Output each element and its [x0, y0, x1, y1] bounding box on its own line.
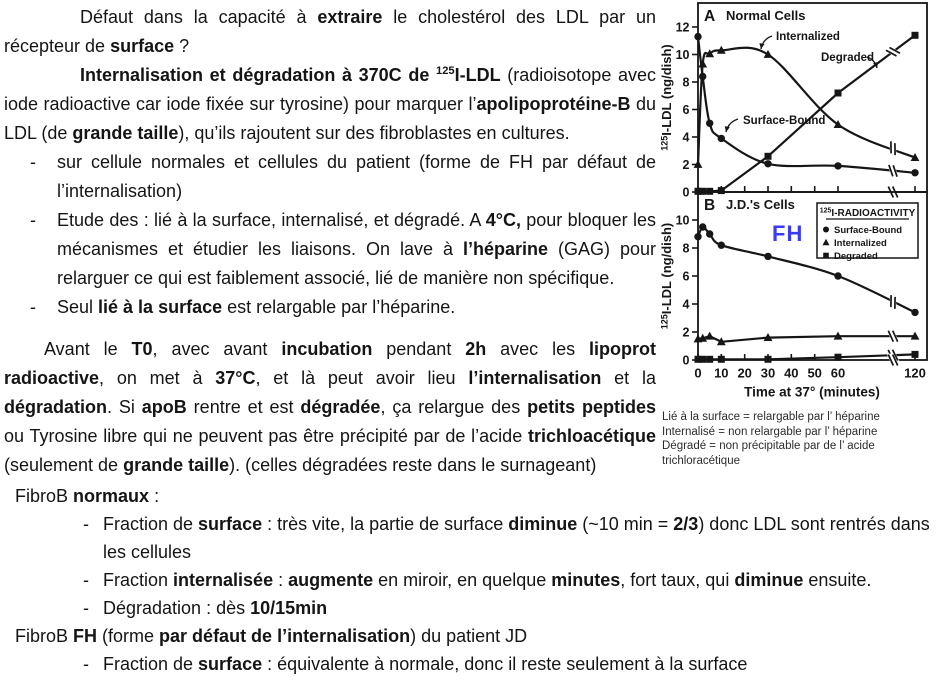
bullet-dash: -	[83, 514, 89, 534]
series-internalized-line	[698, 336, 915, 342]
bold-text-run: incubation	[281, 339, 373, 359]
text-run: (seulement de	[4, 455, 124, 475]
text-run: Fraction de	[103, 654, 199, 674]
annotation-arrow	[726, 119, 738, 132]
ldl-figure-chart	[660, 0, 950, 402]
bold-text-run: apolipoprotéine-B	[476, 94, 631, 114]
bullet-item	[4, 206, 656, 293]
y-tick-label: 2	[682, 325, 690, 340]
bold-text-run: extraire	[317, 7, 383, 27]
y-tick-label: 12	[675, 20, 690, 35]
y-tick-label: 10	[675, 47, 690, 62]
series-internalized-line	[698, 48, 915, 165]
annotation-arrow	[761, 36, 772, 49]
bullet-item	[4, 594, 948, 622]
text-run: (~10 min =	[577, 514, 674, 534]
bold-text-run: normaux	[73, 486, 150, 506]
bold-text-run: trichloacétique	[527, 426, 656, 446]
annotation-surface-bound: Surface-Bound	[743, 115, 826, 127]
text-run: du LDL (de	[4, 94, 656, 143]
bullet-dash: -	[83, 570, 89, 590]
text-run: (radioisotope avec iode radioactive car iode fixée sur tyrosine) pour marquer l’	[4, 65, 656, 114]
square-marker	[699, 356, 706, 363]
bold-text-run: Internalisation et dégradation à 370C de	[80, 65, 436, 85]
bold-text-run: petits peptides	[527, 397, 656, 417]
text-run: FibroB	[15, 626, 74, 646]
paragraph	[15, 622, 948, 650]
bold-text-run: lié à la surface	[98, 297, 223, 317]
bold-text-run: surface	[198, 514, 263, 534]
bullet-text	[57, 148, 656, 206]
text-run: ) du patient JD	[410, 626, 528, 646]
text-run: , avec avant	[152, 339, 282, 359]
series-degraded-line	[698, 35, 915, 191]
square-marker	[706, 356, 713, 363]
text-run: pendant	[372, 339, 466, 359]
bold-text-run: grande taille	[72, 123, 179, 143]
text-run: avec les	[486, 339, 590, 359]
paragraph	[4, 3, 656, 61]
bold-text-run: l’internalisation	[468, 368, 602, 388]
y-tick-label: 4	[682, 130, 690, 145]
bold-text-run: par défaut de l’internalisation	[159, 626, 411, 646]
bold-text-run: I-LDL	[454, 65, 501, 85]
square-marker	[835, 354, 842, 361]
panel-title: J.D.'s Cells	[726, 197, 795, 212]
paragraph	[15, 482, 948, 510]
bold-text-run: 2/3	[673, 514, 699, 534]
text-run: : équivalente à normale, donc il reste seulement à la surface	[262, 654, 748, 674]
bullet-text	[103, 566, 948, 594]
x-tick-label: 120	[904, 365, 926, 381]
ldl-experiment-figure	[660, 0, 950, 468]
legend-item-label: Degraded	[834, 250, 878, 262]
bullet-dash: -	[30, 297, 36, 317]
figure-caption	[662, 410, 950, 468]
y-axis-label: $^{125}$I-LDL (ng/dish)	[660, 44, 674, 151]
fh-annotation: FH	[772, 221, 804, 246]
bold-text-run: diminue	[508, 514, 578, 534]
bold-text-run: 37°C	[215, 368, 256, 388]
bold-text-run: augmente	[288, 570, 374, 590]
circle-marker	[834, 272, 841, 279]
bullet-dash: -	[30, 210, 36, 230]
y-tick-label: 0	[682, 353, 690, 368]
bold-text-run: dégradée	[300, 397, 381, 417]
text-run: ensuite.	[803, 570, 872, 590]
text-run: :	[149, 486, 160, 506]
annotation-arrowhead	[759, 43, 764, 49]
text-run: Dégradation : dès	[103, 598, 251, 618]
text-run: , et là peut avoir lieu	[255, 368, 469, 388]
bold-text-run: dégradation	[4, 397, 108, 417]
text-run: , ça relargue des	[380, 397, 528, 417]
square-marker	[718, 356, 725, 363]
panel-label: A	[704, 8, 716, 25]
panel-title: Normal Cells	[726, 8, 806, 23]
y-tick-label: 2	[682, 157, 690, 172]
circle-marker	[699, 223, 706, 230]
bullet-text	[57, 206, 656, 293]
bold-text-run: minutes	[551, 570, 621, 590]
panel-label: B	[704, 197, 716, 214]
text-run: et la	[601, 368, 656, 388]
y-tick-label: 10	[675, 213, 690, 228]
bullet-text	[103, 650, 948, 678]
bold-text-run: 2h	[465, 339, 487, 359]
y-tick-label: 0	[682, 185, 690, 200]
text-run: ). (celles dégradées reste dans le surnageant)	[229, 455, 597, 475]
text-run: ou Tyrosine libre qui ne peuvent pas être précipité par de l’acide	[4, 426, 528, 446]
circle-marker	[718, 135, 725, 142]
panel-b	[660, 192, 927, 367]
notes-bottom-column	[4, 482, 948, 678]
bold-text-run: 10/15min	[250, 598, 328, 618]
text-run: , on met à	[99, 368, 216, 388]
caption-line: Internalisé = non relargable par l’ héparine	[662, 425, 878, 438]
notes-top-column	[4, 3, 656, 480]
circle-marker	[694, 233, 701, 240]
text-run: le cholestérol des LDL par un récepteur de	[4, 7, 656, 56]
circle-marker	[718, 242, 725, 249]
circle-marker	[764, 160, 771, 167]
circle-marker	[764, 253, 771, 260]
panel-a	[660, 3, 927, 199]
text-run: ), qu’ils rajoutent sur des fibroblastes en cultures.	[178, 123, 570, 143]
y-axis-label: $^{125}$I-LDL (ng/dish)	[660, 222, 674, 330]
text-run: (forme	[97, 626, 160, 646]
x-tick-label: 60	[830, 365, 846, 381]
x-tick-label: 30	[760, 365, 776, 381]
bullet-dash: -	[83, 598, 89, 618]
triangle-marker	[705, 332, 714, 340]
x-tick-label: 0	[694, 365, 702, 381]
x-tick-label: 40	[784, 365, 799, 381]
circle-marker	[823, 227, 829, 233]
square-marker	[912, 32, 919, 39]
text-run: , fort taux, qui	[620, 570, 735, 590]
square-marker	[823, 253, 829, 259]
y-tick-label: 8	[682, 241, 690, 256]
bullet-item	[4, 510, 948, 566]
bold-text-run: surface	[110, 36, 175, 56]
text-run: en miroir, en quelque	[373, 570, 552, 590]
paragraph	[4, 61, 656, 148]
text-run: Défaut dans la capacité à	[80, 7, 318, 27]
bullet-item	[4, 650, 948, 678]
legend-item-label: Surface-Bound	[834, 224, 903, 236]
annotation-arrowhead	[725, 126, 730, 132]
text-run: sur cellule normales et cellules du patient (forme de FH par défaut de l’internalisation)	[57, 152, 656, 201]
legend-title: $^{125}$I-RADIOACTIVITY	[819, 207, 916, 219]
text-run: :	[273, 570, 289, 590]
bold-text-run: internalisée	[173, 570, 274, 590]
x-tick-label: 20	[737, 365, 752, 381]
text-run: Avant le	[44, 339, 132, 359]
y-tick-label: 6	[682, 102, 690, 117]
circle-marker	[694, 33, 701, 40]
text-run: est relargable par l’héparine.	[222, 297, 456, 317]
text-run: FibroB	[15, 486, 74, 506]
bullet-text	[103, 594, 948, 622]
x-axis-label: Time at 37° (minutes)	[744, 384, 880, 400]
bullet-item	[4, 148, 656, 206]
paragraph	[4, 335, 656, 480]
series-degraded-line	[698, 354, 915, 359]
bold-text-run: T0	[131, 339, 153, 359]
annotation-degraded: Degraded	[821, 52, 875, 64]
y-tick-label: 8	[682, 75, 690, 90]
square-marker	[765, 356, 772, 363]
y-tick-label: 6	[682, 269, 690, 284]
bullet-item	[4, 293, 656, 322]
bullet-text	[57, 293, 656, 322]
bullet-text	[103, 510, 948, 566]
x-tick-label: 10	[714, 365, 729, 381]
bold-text-run: lipoprot radioactive	[4, 339, 656, 388]
text-run: (GAG) pour relarguer ce qui est faiblement associé, lié de manière non spécifique.	[57, 239, 656, 288]
caption-line: Lié à la surface = relargable par l’ héparine	[662, 411, 880, 423]
square-marker	[912, 351, 919, 358]
bold-text-run: diminue	[734, 570, 804, 590]
bold-text-run: grande taille	[123, 455, 230, 475]
bold-text-run: apoB	[141, 397, 187, 417]
bullet-dash: -	[83, 654, 89, 674]
annotation-internalized: Internalized	[776, 31, 840, 43]
text-run: Fraction	[103, 570, 174, 590]
bullet-item	[4, 566, 948, 594]
text-run: Etude des : lié à la surface, internalisé, et dégradé. A	[57, 210, 486, 230]
legend-item-label: Internalized	[834, 237, 887, 249]
circle-marker	[834, 162, 841, 169]
text-run: Fraction de	[103, 514, 199, 534]
bold-text-run: FH	[73, 626, 98, 646]
bullet-dash: -	[30, 152, 36, 172]
bold-text-run: surface	[198, 654, 263, 674]
bold-text-run: 4°C,	[485, 210, 521, 230]
bold-text-run: l’héparine	[462, 239, 549, 259]
circle-marker	[911, 309, 918, 316]
square-marker	[765, 153, 772, 160]
text-run: pour bloquer les mécanismes et étudier les liaisons. On lave à	[57, 210, 656, 259]
legend	[817, 203, 918, 262]
bold-text-run: 125	[436, 65, 455, 77]
square-marker	[835, 90, 842, 97]
circle-marker	[706, 120, 713, 127]
text-run: rentre et est	[186, 397, 301, 417]
square-marker	[718, 187, 725, 194]
text-run: : très vite, la partie de surface	[262, 514, 509, 534]
x-tick-label: 50	[807, 365, 822, 381]
text-run: ) donc LDL sont rentrés dans les cellules	[103, 514, 930, 562]
circle-marker	[706, 230, 713, 237]
circle-marker	[911, 169, 918, 176]
series-surface-bound-line	[698, 37, 915, 173]
caption-line: Dégradé = non précipitable par de l’ acide trichloracétique	[662, 440, 875, 467]
text-run: . Si	[107, 397, 142, 417]
y-tick-label: 4	[682, 297, 690, 312]
text-run: Seul	[57, 297, 99, 317]
text-run: ?	[174, 36, 190, 56]
